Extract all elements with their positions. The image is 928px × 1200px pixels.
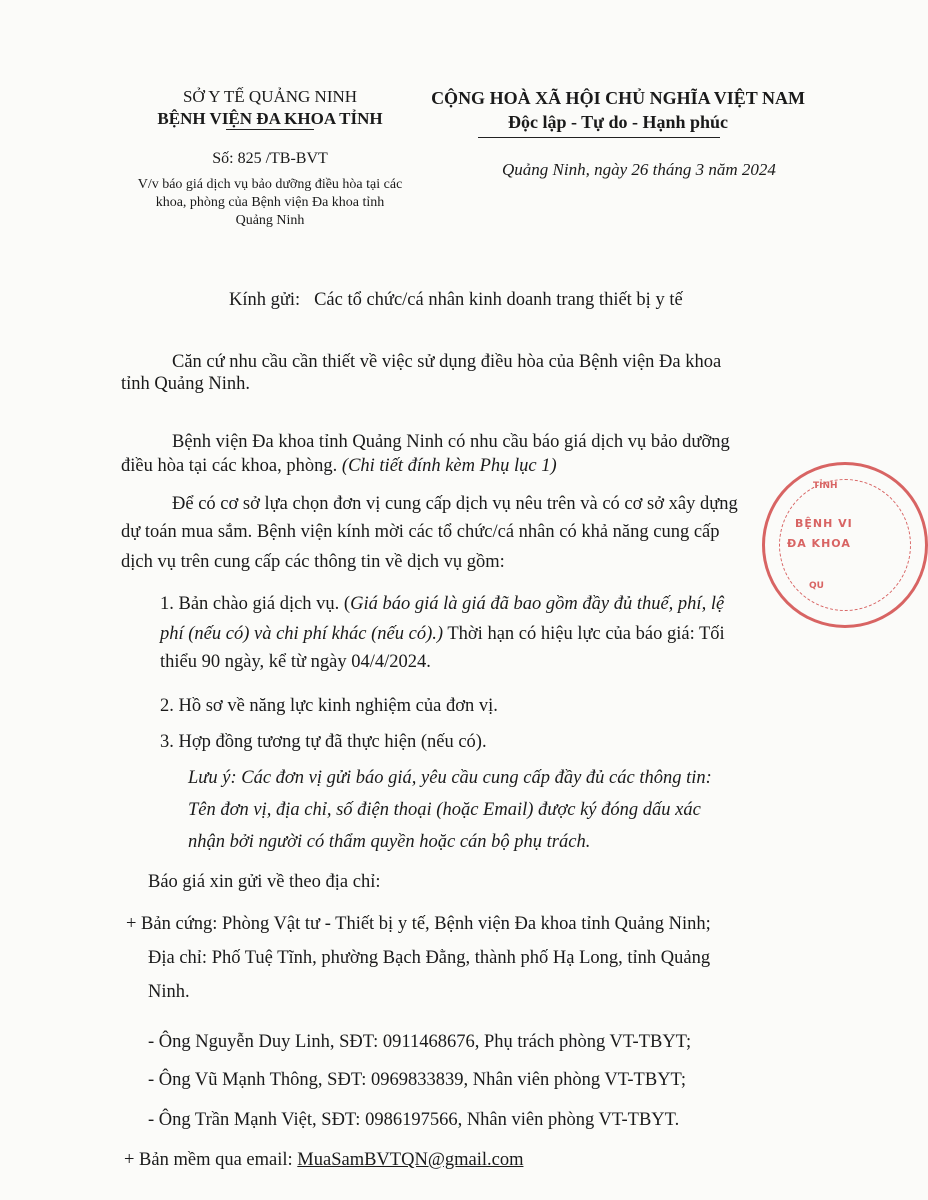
header-left-underline xyxy=(226,129,314,130)
hospital-seal: TỈNH BỆNH VI ĐA KHOA QU xyxy=(762,462,928,628)
hospital-name: BỆNH VIỆN ĐA KHOA TỈNH xyxy=(157,109,383,128)
email-link[interactable]: MuaSamBVTQN@gmail.com xyxy=(297,1150,524,1170)
agency-name: SỞ Y TẾ QUẢNG NINH xyxy=(182,87,358,106)
paragraph-3-line-3: dịch vụ trên cung cấp các thông tin về dịch vụ gồm: xyxy=(121,552,505,572)
note-line-3: nhận bởi người có thẩm quyền hoặc cán bộ phụ trách. xyxy=(188,832,591,852)
paragraph-1-line-1: Căn cứ nhu cầu cần thiết về việc sử dụng điều hòa của Bệnh viện Đa khoa xyxy=(172,352,722,372)
salutation xyxy=(229,284,683,316)
national-motto: Độc lập - Tự do - Hạnh phúc xyxy=(507,112,729,132)
contact-3: - Ông Trần Mạnh Việt, SĐT: 0986197566, Nhân viên phòng VT-TBYT. xyxy=(148,1110,680,1130)
contact-1: - Ông Nguyễn Duy Linh, SĐT: 0911468676, Phụ trách phòng VT-TBYT; xyxy=(148,1032,692,1052)
soft-copy-line: + Bản mềm qua email: MuaSamBVTQN@gmail.com xyxy=(124,1150,524,1170)
send-to-label: Báo giá xin gửi về theo địa chỉ: xyxy=(148,872,381,892)
hard-copy-line-2: Địa chỉ: Phố Tuệ Tĩnh, phường Bạch Đằng, thành phố Hạ Long, tỉnh Quảng xyxy=(148,948,711,968)
paragraph-2-line-1: Bệnh viện Đa khoa tỉnh Quảng Ninh có nhu cầu báo giá dịch vụ bảo dưỡng xyxy=(172,432,730,452)
salutation-recipient: Các tổ chức/cá nhân kinh doanh trang thiết bị y tế xyxy=(314,290,683,310)
item-2: 2. Hồ sơ về năng lực kinh nghiệm của đơn vị. xyxy=(160,696,498,716)
header-right xyxy=(408,86,828,134)
motto-underline xyxy=(478,137,720,138)
paragraph-3-line-2: dự toán mua sắm. Bệnh viện kính mời các tổ chức/cá nhân có khả năng cung cấp xyxy=(121,522,720,542)
item-1-line-2: phí (nếu có) và chi phí khác (nếu có).) Thời hạn có hiệu lực của báo giá: Tối xyxy=(160,624,725,644)
contact-2: - Ông Vũ Mạnh Thông, SĐT: 0969833839, Nhân viên phòng VT-TBYT; xyxy=(148,1070,686,1090)
paragraph-1-line-2: tỉnh Quảng Ninh. xyxy=(121,374,250,394)
note-line-2: Tên đơn vị, địa chỉ, số điện thoại (hoặc Email) được ký đóng dấu xác xyxy=(188,800,701,820)
doc-number: Số: 825 /TB-BVT xyxy=(212,150,328,167)
item-1-line-1: 1. Bản chào giá dịch vụ. (Giá báo giá là giá đã bao gồm đầy đủ thuế, phí, lệ xyxy=(160,594,725,614)
doc-date: Quảng Ninh, ngày 26 tháng 3 năm 2024 xyxy=(502,160,776,179)
hard-copy-line-3: Ninh. xyxy=(148,982,190,1002)
paragraph-3-line-1: Để có cơ sở lựa chọn đơn vị cung cấp dịch vụ nêu trên và có cơ sở xây dựng xyxy=(172,494,738,514)
country-name: CỘNG HOÀ XÃ HỘI CHỦ NGHĨA VIỆT NAM xyxy=(431,88,805,108)
doc-subject: V/v báo giá dịch vụ bảo dưỡng điều hòa tại các khoa, phòng của Bệnh viện Đa khoa tỉnh Quảng Ninh xyxy=(137,177,403,228)
item-1-line-3: thiểu 90 ngày, kể từ ngày 04/4/2024. xyxy=(160,652,431,672)
note-line-1: Lưu ý: Các đơn vị gửi báo giá, yêu cầu cung cấp đầy đủ các thông tin: xyxy=(188,768,712,788)
paragraph-2-line-2: điều hòa tại các khoa, phòng. (Chi tiết đính kèm Phụ lục 1) xyxy=(121,456,557,476)
item-3: 3. Hợp đồng tương tự đã thực hiện (nếu có). xyxy=(160,732,487,752)
hard-copy-line-1: + Bản cứng: Phòng Vật tư - Thiết bị y tế, Bệnh viện Đa khoa tỉnh Quảng Ninh; xyxy=(126,914,711,934)
header-left xyxy=(100,86,440,130)
salutation-label: Kính gửi: xyxy=(229,290,301,310)
